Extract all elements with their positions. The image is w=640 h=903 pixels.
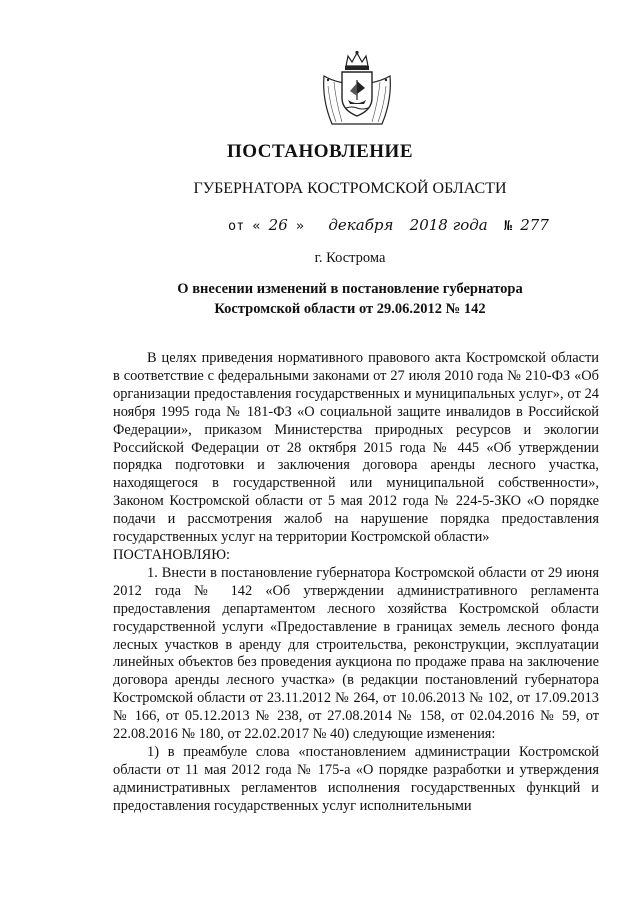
item-1-paragraph: 1. Внести в постановление губернатора Костромской области от 29 июня 2012 года № 142 «Об утверждении административного регламента предоставления департаментом лесного хозяйства Костромской области государственной услуги «Предоставление в границах земель лесного фонда лесных участков в аренду для строительства, реконструкции, эксплуатации линейных объектов без проведения аукциона по продаже права на заключение договора аренды лесного участка» (в редакции постановлений губернатора Костромской области от 23.11.2012 № 264, от 10.06.2013 № 102, от 17.09.2013 № 166, от 05.12.2013 № 238, от 27.08.2014 № 158, от 02.04.2016 № 59, от 22.08.2016 № 180, от 22.02.2017 № 40) следующие изменения:: [113, 564, 599, 743]
date-year: 2018 года: [409, 216, 488, 234]
date-prefix: от «: [228, 218, 261, 234]
item-1-1-paragraph: 1) в преамбуле слова «постановлением администрации Костромской области от 11 мая 2012 года № 175-а «О порядке разработки и утверждения административных регламентов исполнения государственных функций и предоставления государственных услуг исполнительными: [113, 743, 599, 814]
document-number: 277: [520, 216, 549, 234]
subject-line-2: Костромской области от 29.06.2012 № 142: [214, 301, 486, 317]
decree-word: ПОСТАНОВЛЯЮ:: [113, 546, 231, 563]
coat-of-arms-icon: [318, 50, 396, 128]
subject-line-1: О внесении изменений в постановление губернатора: [177, 281, 523, 297]
preamble-paragraph: В целях приведения нормативного правового акта Костромской области в соответствие с федеральными законами от 27 июля 2010 года № 210-ФЗ «Об организации предоставления государственных и муниципальных услуг», от 24 ноября 1995 года № 181-ФЗ «О социальной защите инвалидов в Российской Федерации», приказом Министерства природных ресурсов и экологии Российской Федерации от 28 октября 2015 года № 445 «Об утверждении порядка подготовки и заключения договора аренды лесного участка, находящегося в государственной или муниципальной собственности», Законом Костромской области от 5 мая 2012 года № 224-5-ЗКО «О порядке подачи и рассмотрения жалоб на нарушение порядка предоставления государственных услуг на территории Костромской области»: [113, 350, 599, 546]
document-title: ПОСТАНОВЛЕНИЕ: [226, 141, 414, 162]
date-mid: »: [295, 218, 305, 234]
document-subject: [0, 279, 640, 319]
issuer-line: ГУБЕРНАТОРА КОСТРОМСКОЙ ОБЛАСТИ: [193, 180, 507, 197]
date-month: декабря: [328, 216, 394, 234]
date-day: 26: [268, 216, 288, 234]
number-label: №: [503, 218, 513, 234]
date-line: [228, 216, 549, 234]
document-body: [113, 350, 599, 816]
city-line: г. Кострома: [314, 250, 386, 266]
